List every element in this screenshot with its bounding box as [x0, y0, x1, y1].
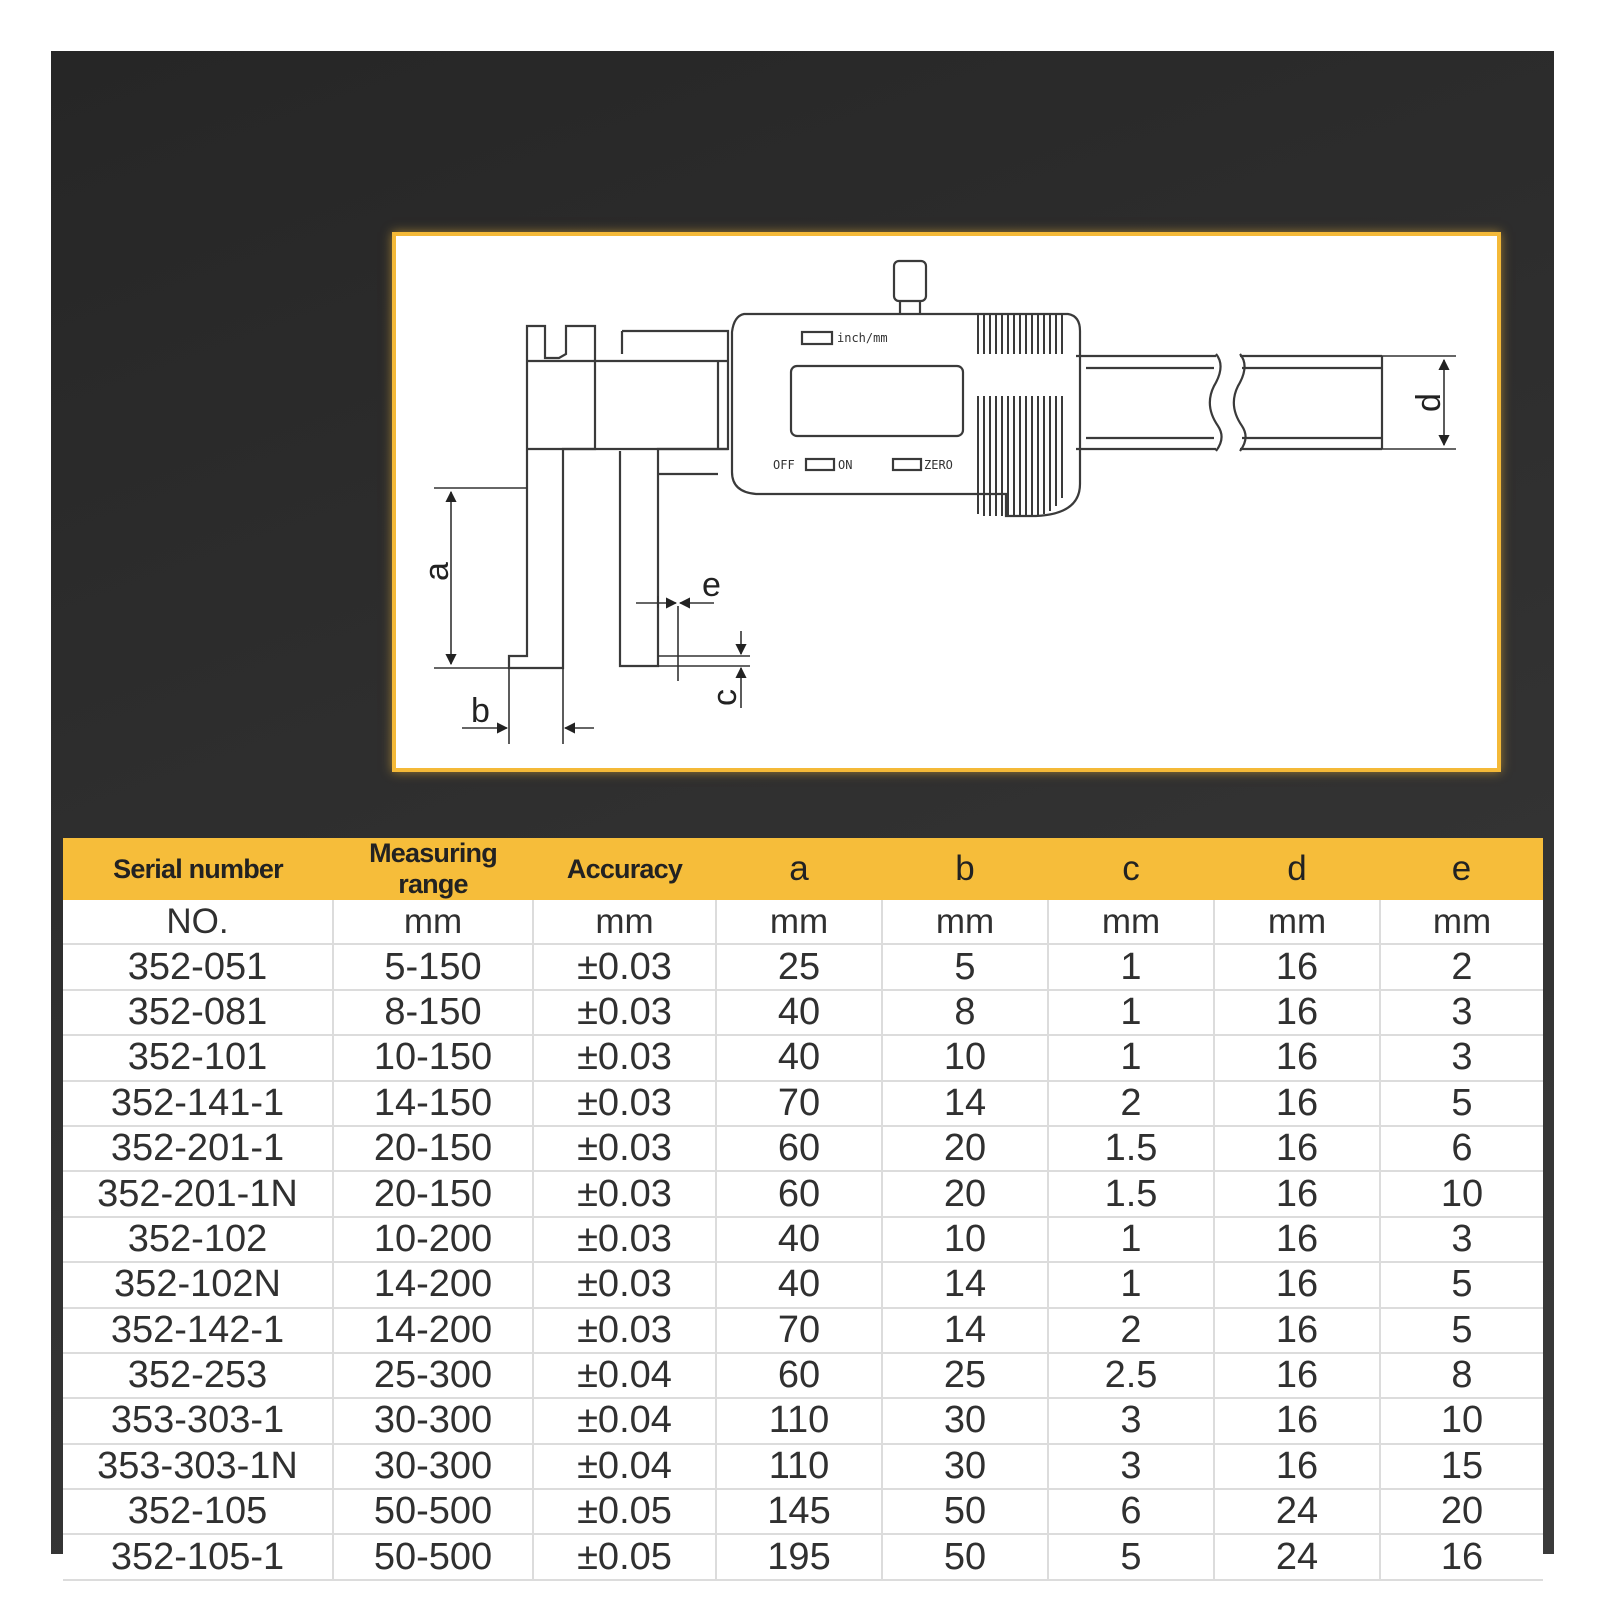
table-cell: 24: [1214, 1534, 1380, 1579]
table-cell: 30-300: [333, 1444, 533, 1489]
table-cell: 1.5: [1048, 1126, 1214, 1171]
table-cell: 10: [882, 1217, 1048, 1262]
zero-label: ZERO: [924, 458, 953, 472]
power-button: [806, 459, 834, 470]
table-cell: 145: [716, 1489, 882, 1534]
header-b: b: [882, 838, 1048, 900]
table-cell: 3: [1048, 1444, 1214, 1489]
table-cell: 60: [716, 1353, 882, 1398]
zero-button: [893, 459, 921, 470]
unit-cell: mm: [1380, 900, 1543, 944]
table-cell: 353-303-1N: [63, 1444, 333, 1489]
table-cell: 2: [1380, 944, 1543, 989]
off-label: OFF: [773, 458, 795, 472]
table-cell: 10: [1380, 1171, 1543, 1216]
table-cell: 16: [1214, 1308, 1380, 1353]
table-cell: 16: [1214, 944, 1380, 989]
table-row: [63, 1171, 1543, 1216]
specification-table: [63, 838, 1543, 1581]
table-cell: 5: [1048, 1534, 1214, 1579]
table-cell: 14: [882, 1262, 1048, 1307]
table-row: [63, 1534, 1543, 1579]
table-row: [63, 1217, 1543, 1262]
table-cell: 25: [882, 1353, 1048, 1398]
table-cell: 2: [1048, 1081, 1214, 1126]
table-cell: 1.5: [1048, 1171, 1214, 1216]
table-cell: 70: [716, 1308, 882, 1353]
table-cell: 352-081: [63, 990, 333, 1035]
table-cell: 353-303-1: [63, 1398, 333, 1443]
table-cell: 16: [1214, 1444, 1380, 1489]
table-cell: 3: [1048, 1398, 1214, 1443]
table-cell: 3: [1380, 990, 1543, 1035]
table-cell: 50-500: [333, 1489, 533, 1534]
table-row: [63, 1444, 1543, 1489]
table-cell: 3: [1380, 1035, 1543, 1080]
table-cell: ±0.03: [533, 1262, 716, 1307]
table-cell: 16: [1214, 1217, 1380, 1262]
table-cell: 16: [1214, 1262, 1380, 1307]
fixed-jaw: [509, 326, 595, 668]
table-cell: 352-102: [63, 1217, 333, 1262]
table-row: [63, 1353, 1543, 1398]
table-cell: 5: [1380, 1308, 1543, 1353]
table-cell: 20: [882, 1126, 1048, 1171]
unit-toggle-label: inch/mm: [837, 331, 888, 345]
table-cell: 16: [1380, 1534, 1543, 1579]
table-cell: 6: [1380, 1126, 1543, 1171]
table-cell: 30-300: [333, 1398, 533, 1443]
table-cell: ±0.03: [533, 944, 716, 989]
table-cell: 20: [882, 1171, 1048, 1216]
table-cell: 40: [716, 1035, 882, 1080]
table-cell: 352-141-1: [63, 1081, 333, 1126]
table-header-row: [63, 838, 1543, 900]
table-row: [63, 1489, 1543, 1534]
table-cell: 16: [1214, 1171, 1380, 1216]
table-cell: 8: [882, 990, 1048, 1035]
table-cell: 2.5: [1048, 1353, 1214, 1398]
table-cell: 195: [716, 1534, 882, 1579]
table-cell: 352-101: [63, 1035, 333, 1080]
table-row: [63, 944, 1543, 989]
unit-cell: mm: [716, 900, 882, 944]
table-cell: 14: [882, 1081, 1048, 1126]
table-row: [63, 990, 1543, 1035]
table-cell: 352-201-1: [63, 1126, 333, 1171]
table-cell: ±0.03: [533, 1171, 716, 1216]
table-cell: 50: [882, 1534, 1048, 1579]
table-cell: ±0.03: [533, 1217, 716, 1262]
table-cell: 30: [882, 1398, 1048, 1443]
table-cell: 40: [716, 1262, 882, 1307]
table-row: [63, 1035, 1543, 1080]
table-cell: 14-200: [333, 1308, 533, 1353]
table-cell: ±0.04: [533, 1444, 716, 1489]
table-cell: 16: [1214, 1081, 1380, 1126]
table-cell: 2: [1048, 1308, 1214, 1353]
unit-cell: mm: [882, 900, 1048, 944]
caliper-diagram-panel: [392, 232, 1501, 772]
table-cell: 20-150: [333, 1171, 533, 1216]
table-cell: 1: [1048, 990, 1214, 1035]
table-cell: 10-150: [333, 1035, 533, 1080]
table-cell: 352-105: [63, 1489, 333, 1534]
dimension-label-a: a: [418, 562, 456, 581]
table-cell: ±0.04: [533, 1353, 716, 1398]
table-row: [63, 1308, 1543, 1353]
dark-background-frame: [51, 51, 1554, 1578]
dimension-label-b: b: [471, 692, 490, 730]
header-a: a: [716, 838, 882, 900]
unit-cell: NO.: [63, 900, 333, 944]
table-cell: ±0.03: [533, 1126, 716, 1171]
dimension-label-d: d: [1410, 393, 1448, 412]
display-body: [732, 314, 1080, 516]
table-cell: 16: [1214, 1126, 1380, 1171]
table-cell: 8-150: [333, 990, 533, 1035]
table-cell: 50-500: [333, 1534, 533, 1579]
table-cell: 1: [1048, 1262, 1214, 1307]
table-cell: 16: [1214, 1353, 1380, 1398]
moving-jaw: [620, 331, 728, 666]
table-cell: 14-150: [333, 1081, 533, 1126]
table-cell: 1: [1048, 944, 1214, 989]
header-c: c: [1048, 838, 1214, 900]
table-cell: 20-150: [333, 1126, 533, 1171]
unit-cell: mm: [333, 900, 533, 944]
table-cell: 16: [1214, 990, 1380, 1035]
table-cell: 5: [1380, 1081, 1543, 1126]
table-row: [63, 1081, 1543, 1126]
header-d: d: [1214, 838, 1380, 900]
dimension-label-e: e: [702, 566, 721, 604]
table-row: [63, 1262, 1543, 1307]
table-cell: 352-142-1: [63, 1308, 333, 1353]
table-cell: 352-051: [63, 944, 333, 989]
dimension-label-c: c: [706, 689, 744, 706]
header-e: e: [1380, 838, 1543, 900]
table-cell: 10: [1380, 1398, 1543, 1443]
table-cell: 40: [716, 990, 882, 1035]
table-cell: 110: [716, 1398, 882, 1443]
table-cell: ±0.03: [533, 1035, 716, 1080]
unit-toggle-button: [802, 332, 832, 344]
header-measuring-range: Measuring range: [333, 838, 533, 900]
knurled-grip-bottom: [978, 396, 1062, 516]
table-cell: 16: [1214, 1035, 1380, 1080]
caliper-drawing: [396, 236, 1497, 768]
header-accuracy: Accuracy: [533, 838, 716, 900]
units-row: [63, 900, 1543, 944]
table-cell: 5: [1380, 1262, 1543, 1307]
table-cell: 30: [882, 1444, 1048, 1489]
table-cell: 60: [716, 1126, 882, 1171]
unit-cell: mm: [533, 900, 716, 944]
table-cell: 1: [1048, 1217, 1214, 1262]
thumb-knob: [894, 261, 926, 301]
table-cell: 8: [1380, 1353, 1543, 1398]
unit-cell: mm: [1048, 900, 1214, 944]
table-cell: 15: [1380, 1444, 1543, 1489]
table-cell: 5: [882, 944, 1048, 989]
table-cell: 110: [716, 1444, 882, 1489]
table-cell: 6: [1048, 1489, 1214, 1534]
table-cell: ±0.04: [533, 1398, 716, 1443]
header-serial-number: Serial number: [63, 838, 333, 900]
table-cell: 16: [1214, 1398, 1380, 1443]
table-cell: 25-300: [333, 1353, 533, 1398]
table-cell: 14: [882, 1308, 1048, 1353]
table-cell: 14-200: [333, 1262, 533, 1307]
table-row: [63, 1398, 1543, 1443]
table-cell: 60: [716, 1171, 882, 1216]
table-cell: 352-102N: [63, 1262, 333, 1307]
table-cell: 5-150: [333, 944, 533, 989]
table-cell: 10: [882, 1035, 1048, 1080]
table-cell: 352-253: [63, 1353, 333, 1398]
table-cell: ±0.03: [533, 1081, 716, 1126]
table-cell: 70: [716, 1081, 882, 1126]
table-cell: ±0.05: [533, 1534, 716, 1579]
table-cell: 10-200: [333, 1217, 533, 1262]
table-row: [63, 1126, 1543, 1171]
table-cell: 40: [716, 1217, 882, 1262]
table-cell: ±0.03: [533, 990, 716, 1035]
table-cell: ±0.05: [533, 1489, 716, 1534]
knurled-grip-top: [978, 315, 1062, 354]
table-cell: 24: [1214, 1489, 1380, 1534]
table-cell: ±0.03: [533, 1308, 716, 1353]
table-cell: 352-105-1: [63, 1534, 333, 1579]
table-cell: 1: [1048, 1035, 1214, 1080]
table-cell: 3: [1380, 1217, 1543, 1262]
unit-cell: mm: [1214, 900, 1380, 944]
lcd-screen: [791, 366, 963, 436]
table-cell: 20: [1380, 1489, 1543, 1534]
table-cell: 25: [716, 944, 882, 989]
table-cell: 352-201-1N: [63, 1171, 333, 1216]
table-cell: 50: [882, 1489, 1048, 1534]
on-label: ON: [838, 458, 853, 472]
